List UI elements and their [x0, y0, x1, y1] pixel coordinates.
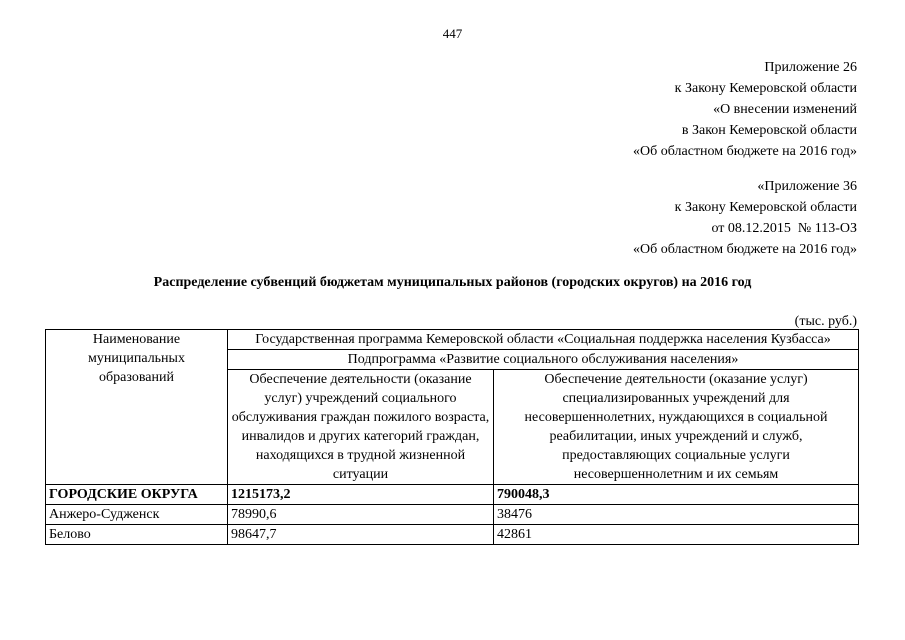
row-name: Белово — [46, 525, 228, 545]
units-label: (тыс. руб.) — [794, 314, 857, 329]
appendix-line: к Закону Кемеровской области — [674, 81, 857, 96]
table-row — [46, 525, 859, 545]
table-header-row — [46, 330, 859, 350]
appendix-line: «О внесении изменений — [713, 102, 857, 117]
row-name: Анжеро-Судженск — [46, 505, 228, 525]
header-municipality: Наименование муниципальных образований — [46, 330, 228, 485]
appendix-line: «Приложение 36 — [757, 179, 857, 194]
appendix-line: «Об областном бюджете на 2016 год» — [633, 242, 857, 257]
appendix-line: «Об областном бюджете на 2016 год» — [633, 144, 857, 159]
row-value-b: 38476 — [494, 505, 859, 525]
row-value-a: 1215173,2 — [228, 485, 494, 505]
header-program: Государственная программа Кемеровской области «Социальная поддержка населения Кузбасса» — [228, 330, 859, 350]
row-value-b: 790048,3 — [494, 485, 859, 505]
appendix-line: Приложение 26 — [764, 60, 857, 75]
appendix-36-block — [633, 176, 857, 260]
appendix-26-block — [633, 57, 857, 162]
table-row — [46, 505, 859, 525]
subvention-table — [45, 329, 859, 545]
header-col-minors-services: Обеспечение деятельности (оказание услуг) специализированных учреждений для несовершеннолетних, нуждающихся в социальной реабилитации, иных учреждений и служб, предоставляющих социальные услуги несовершеннолетним и их семьям — [494, 370, 859, 485]
table-row — [46, 485, 859, 505]
row-value-a: 78990,6 — [228, 505, 494, 525]
row-value-a: 98647,7 — [228, 525, 494, 545]
header-subprogram: Подпрограмма «Развитие социального обслуживания населения» — [228, 350, 859, 370]
row-value-b: 42861 — [494, 525, 859, 545]
page-number: 447 — [442, 26, 463, 41]
document-title: Распределение субвенций бюджетам муниципальных районов (городских округов) на 2016 год — [153, 275, 752, 290]
appendix-line: к Закону Кемеровской области — [674, 200, 857, 215]
row-name: ГОРОДСКИЕ ОКРУГА — [46, 485, 228, 505]
appendix-line: от 08.12.2015 № 113-ОЗ — [711, 221, 857, 236]
appendix-line: в Закон Кемеровской области — [681, 123, 857, 138]
header-col-elderly-services: Обеспечение деятельности (оказание услуг) учреждений социального обслуживания граждан пожилого возраста, инвалидов и других категорий граждан, находящихся в трудной жизненной ситуации — [228, 370, 494, 485]
